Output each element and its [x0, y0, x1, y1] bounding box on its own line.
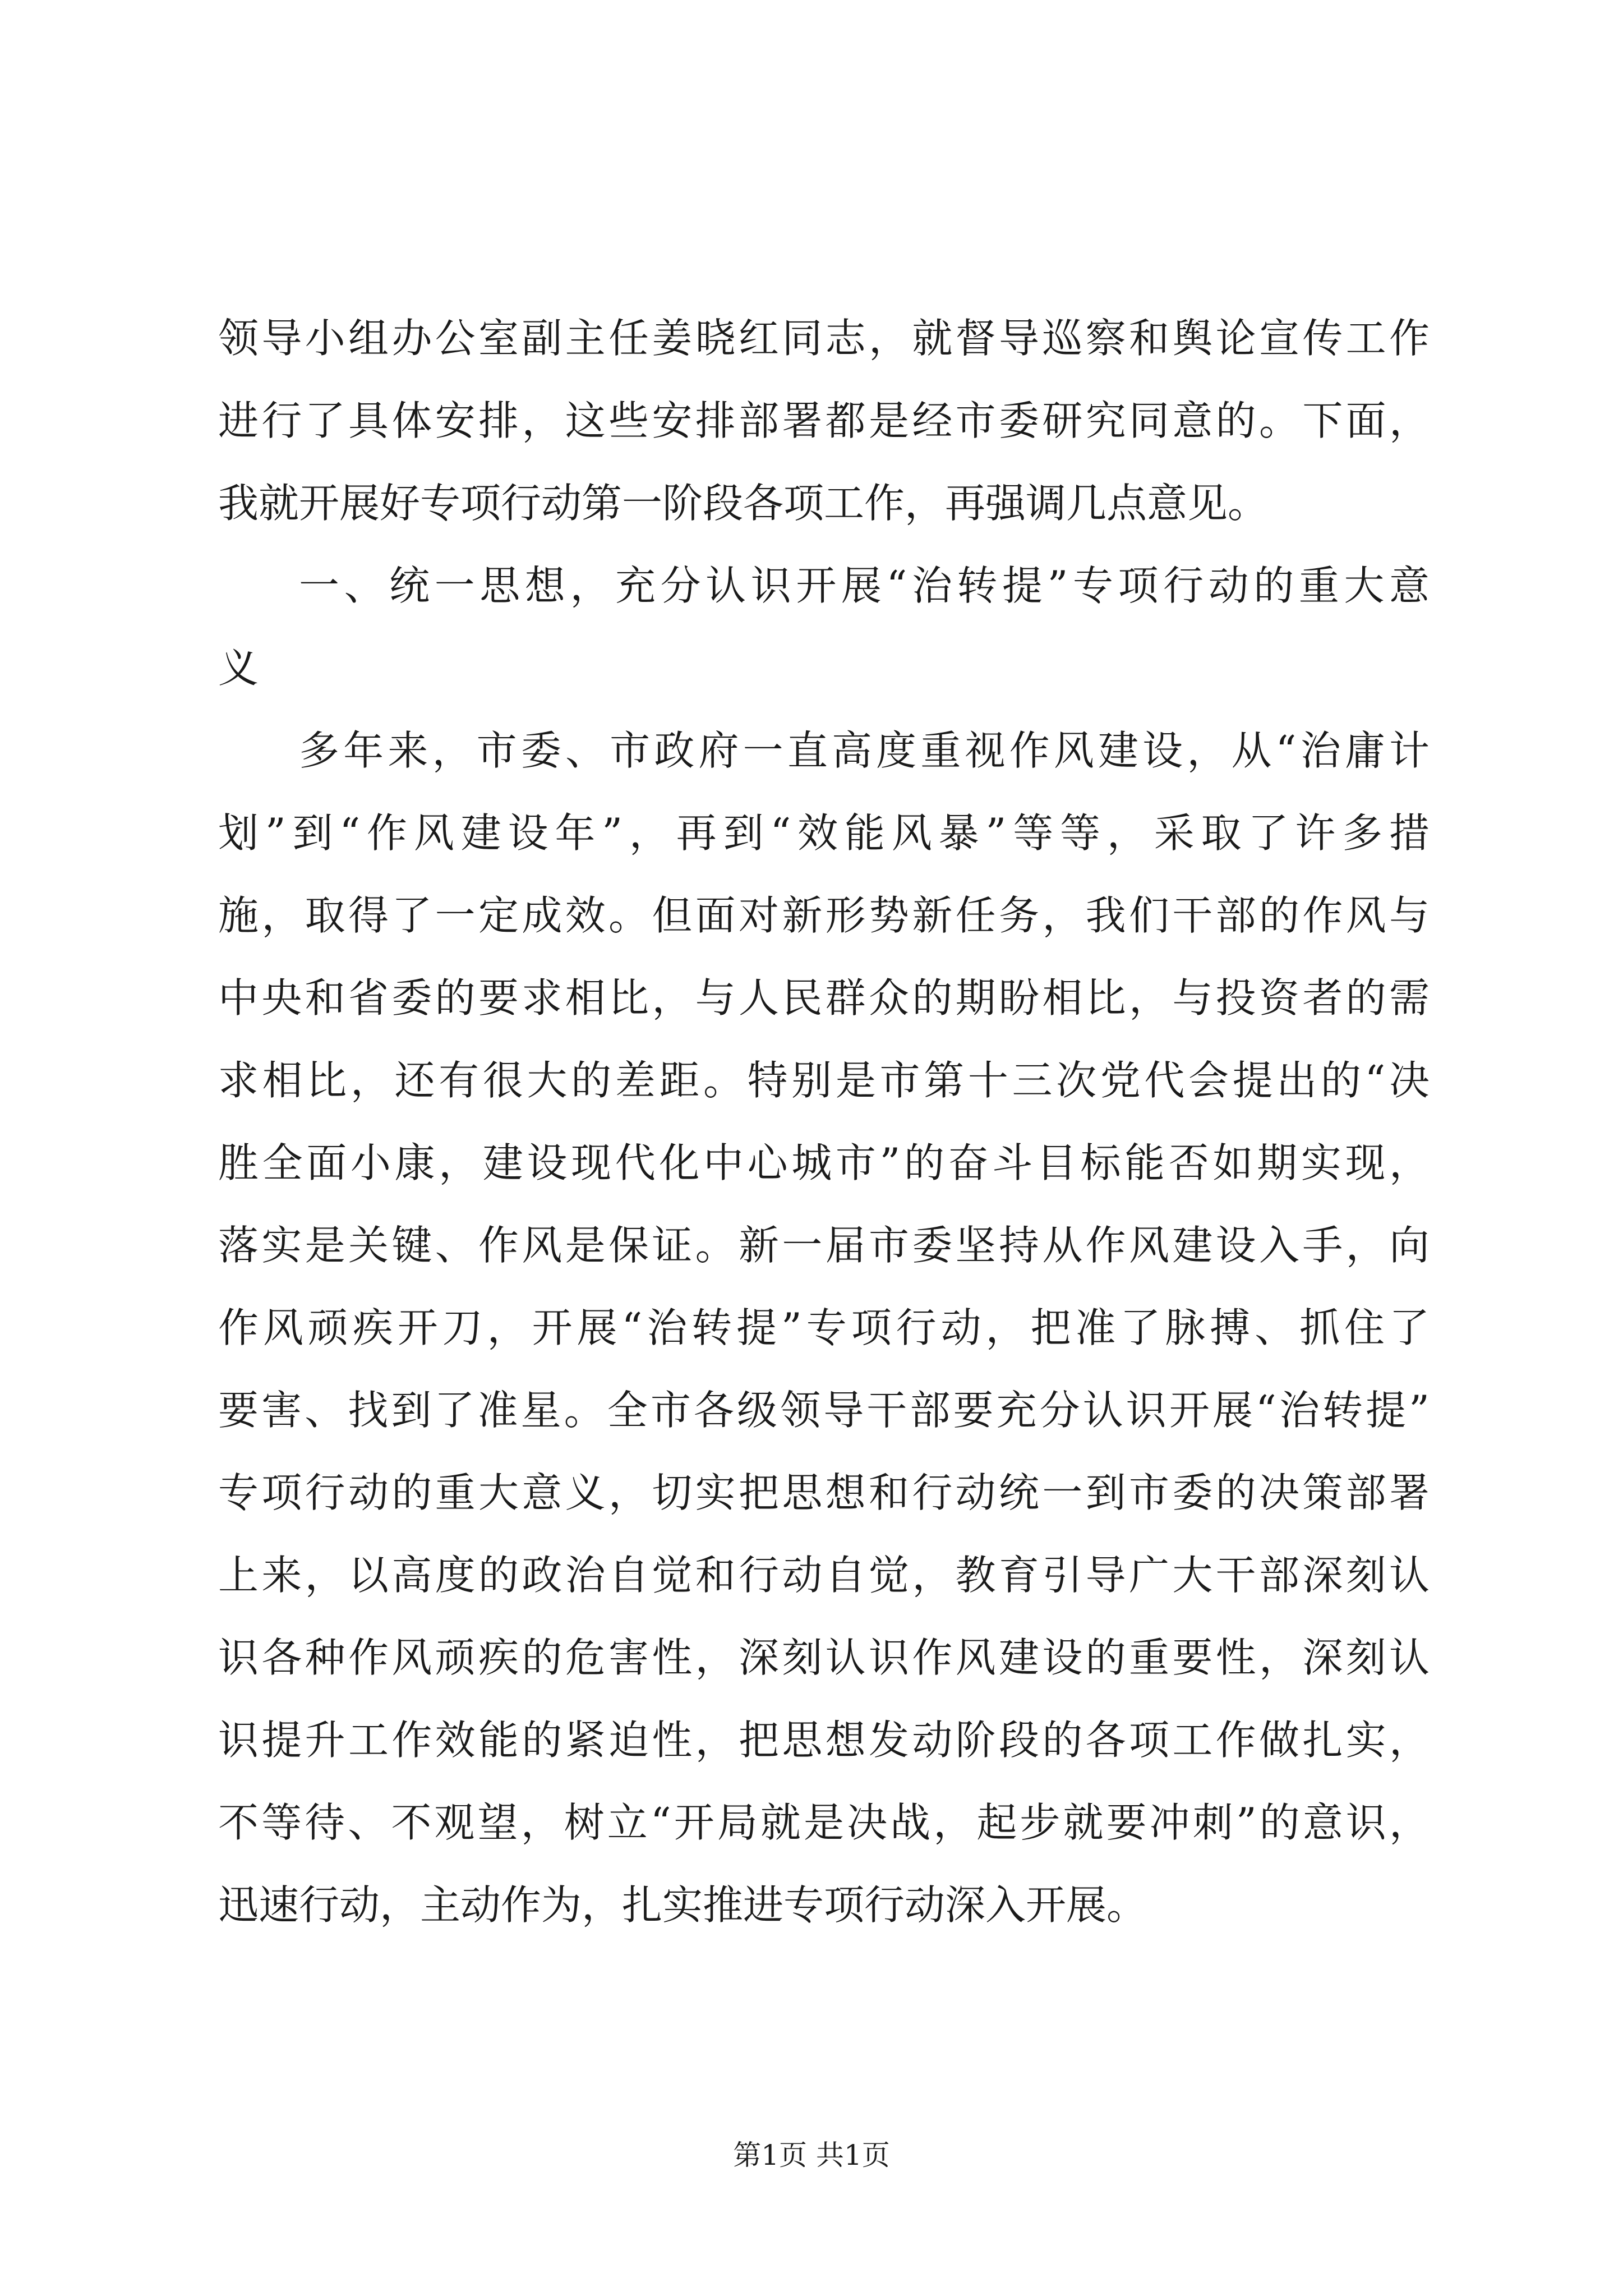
text-line: 迅速行动，主动作为，扎实推进专项行动深入开展。	[218, 1881, 1147, 1929]
text-line: 落实是关键、作风是保证。新一届市委坚持从作风建设入手，向	[218, 1222, 1430, 1269]
page-number: 第1页 共1页	[733, 2139, 890, 2171]
text-line: 专项行动的重大意义，切实把思想和行动统一到市委的决策部署	[218, 1469, 1430, 1516]
text-line: 上来，以高度的政治自觉和行动自觉，教育引导广大干部深刻认	[218, 1552, 1430, 1599]
text-line: 施，取得了一定成效。但面对新形势新任务，我们干部的作风与	[218, 892, 1430, 939]
text-line: 领导小组办公室副主任姜晓红同志，就督导巡察和舆论宣传工作	[218, 315, 1430, 362]
text-line: 作风顽疾开刀，开展“治转提”专项行动，把准了脉搏、抓住了	[218, 1304, 1430, 1351]
text-line: 识提升工作效能的紧迫性，把思想发动阶段的各项工作做扎实，	[218, 1717, 1430, 1764]
paragraph-body	[218, 710, 1430, 1947]
document-body	[218, 297, 1430, 1947]
page-footer	[0, 2138, 1623, 2172]
heading-line: 义	[218, 645, 259, 692]
text-line: 求相比，还有很大的差距。特别是市第十三次党代会提出的“决	[218, 1057, 1430, 1104]
text-line: 识各种作风顽疾的危害性，深刻认识作风建设的重要性，深刻认	[218, 1634, 1430, 1681]
heading-line: 一、统一思想，充分认识开展“治转提”专项行动的重大意	[299, 562, 1430, 609]
text-line: 我就开展好专项行动第一阶段各项工作，再强调几点意见。	[218, 480, 1269, 527]
section-heading	[218, 545, 1430, 710]
text-line: 中央和省委的要求相比，与人民群众的期盼相比，与投资者的需	[218, 974, 1430, 1022]
text-line: 要害、找到了准星。全市各级领导干部要充分认识开展“治转提”	[218, 1387, 1430, 1434]
text-line: 进行了具体安排，这些安排部署都是经市委研究同意的。下面，	[218, 397, 1430, 444]
text-line: 划”到“作风建设年”，再到“效能风暴”等等，采取了许多措	[218, 809, 1430, 857]
text-line: 多年来，市委、市政府一直高度重视作风建设，从“治庸计	[299, 727, 1430, 774]
text-line: 胜全面小康，建设现代化中心城市”的奋斗目标能否如期实现，	[218, 1139, 1430, 1186]
paragraph-intro	[218, 297, 1430, 545]
text-line: 不等待、不观望，树立“开局就是决战，起步就要冲刺”的意识，	[218, 1799, 1430, 1846]
